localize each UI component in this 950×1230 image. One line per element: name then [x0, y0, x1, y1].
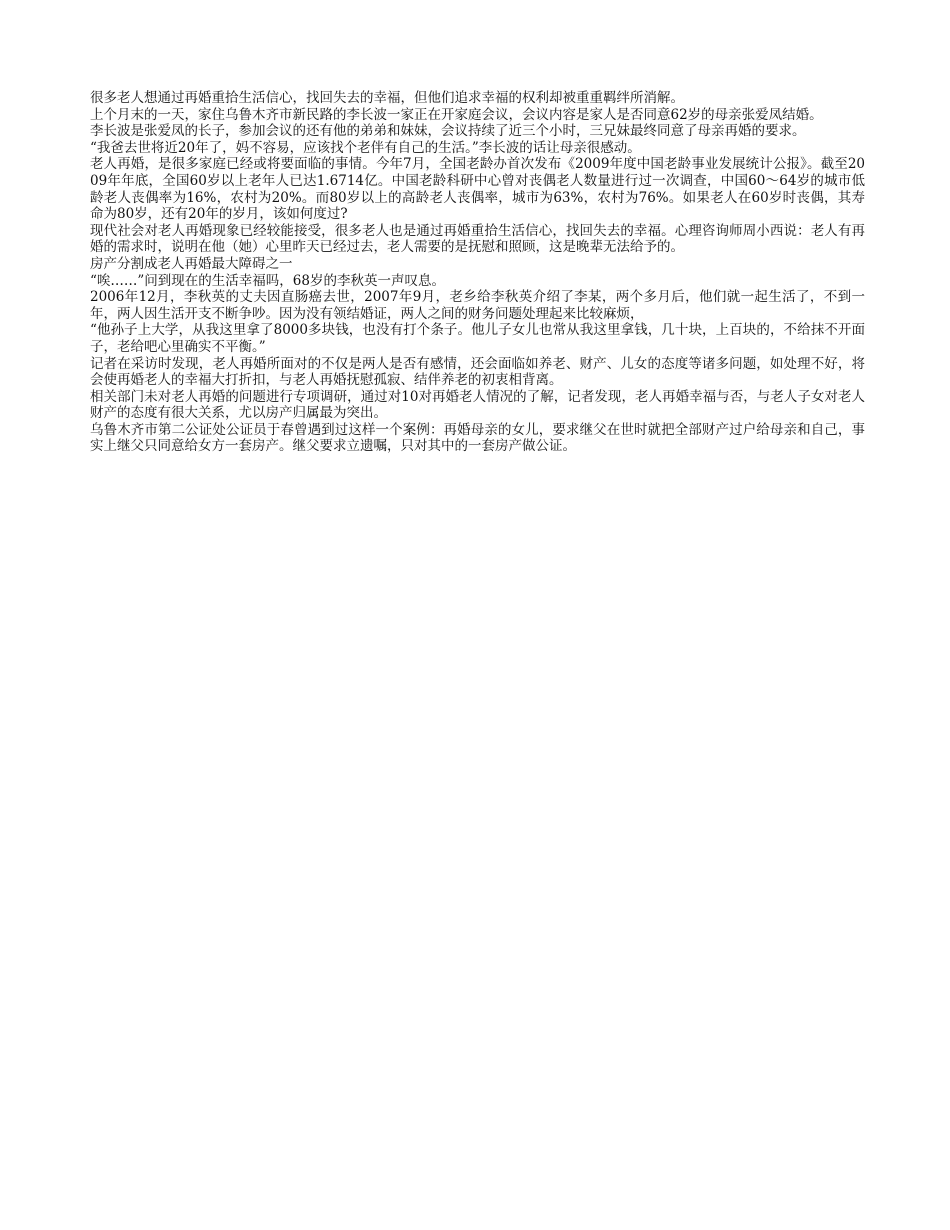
paragraph-1: 很多老人想通过再婚重拾生活信心，找回失去的幸福，但他们追求幸福的权利却被重重羁绊所消解。: [90, 90, 684, 106]
paragraph-9: 2006年12月，李秋英的丈夫因直肠癌去世，2007年9月，老乡给李秋英介绍了李某，两个多月后，他们就一起生活了，不到一年，两人因生活开支不断争吵。因为没有领结婚证，两人之间的财务问题处理起来比较麻烦，: [90, 289, 865, 322]
paragraph-2: 上个月末的一天，家住乌鲁木齐市新民路的李长波一家正在开家庭会议，会议内容是家人是否同意62岁的母亲张爱凤结婚。: [90, 106, 823, 123]
paragraph-11: 记者在采访时发现，老人再婚所面对的不仅是两人是否有感情，还会面临如养老、财产、儿女的态度等诸多问题，如处理不好，将会使再婚老人的幸福大打折扣，与老人再婚抚慰孤寂、结伴养老的初衷相背离。: [90, 355, 865, 389]
paragraph-4-quote: “我爸去世将近20年了，妈不容易，应该找个老伴有自己的生活。”李长波的话让母亲很感动。: [90, 139, 641, 156]
section-heading: 房产分割成老人再婚最大障碍之一: [90, 255, 293, 272]
paragraph-6: 现代社会对老人再婚现象已经较能接受，很多老人也是通过再婚重拾生活信心，找回失去的幸福。心理咨询师周小西说：老人有再婚的需求时，说明在他（她）心里昨天已经过去，老人需要的是抚慰和照顾，这是晚辈无法给予的。: [90, 222, 865, 256]
paragraph-10-quote: “他孙子上大学，从我这里拿了8000多块钱，也没有打个条子。他儿子女儿也常从我这里拿钱，几十块，上百块的，不给抹不开面子，老给吧心里确实不平衡。”: [90, 322, 865, 355]
paragraph-8: “唉……”问到现在的生活幸福吗，68岁的李秋英一声叹息。: [90, 272, 445, 289]
paragraph-12: 相关部门未对老人再婚的问题进行专项调研，通过对10对再婚老人情况的了解，记者发现，老人再婚幸福与否，与老人子女对老人财产的态度有很大关系，尤以房产归属最为突出。: [90, 388, 865, 422]
paragraph-5-statistics: 老人再婚，是很多家庭已经或将要面临的事情。今年7月，全国老龄办首次发布《2009年度中国老龄事业发展统计公报》。截至2009年年底，全国60岁以上老年人已达1.6714亿。中国老龄科研中心曾对丧偶老人数量进行过一次调查，中国60～64岁的城市低龄老人丧偶率为16%，农村为20%。而80岁以上的高龄老人丧偶率，城市为63%，农村为76%。如果老人在60岁时丧偶，其寿命为80岁，还有20年的岁月，该如何度过?: [90, 156, 865, 223]
document-body: [90, 90, 865, 455]
paragraph-13: 乌鲁木齐市第二公证处公证员于春曾遇到过这样一个案例：再婚母亲的女儿，要求继父在世时就把全部财产过户给母亲和自己，事实上继父只同意给女方一套房产。继父要求立遗嘱，只对其中的一套房产做公证。: [90, 421, 865, 455]
paragraph-3: 李长波是张爱凤的长子，参加会议的还有他的弟弟和妹妹，会议持续了近三个小时，三兄妹最终同意了母亲再婚的要求。: [90, 123, 806, 140]
